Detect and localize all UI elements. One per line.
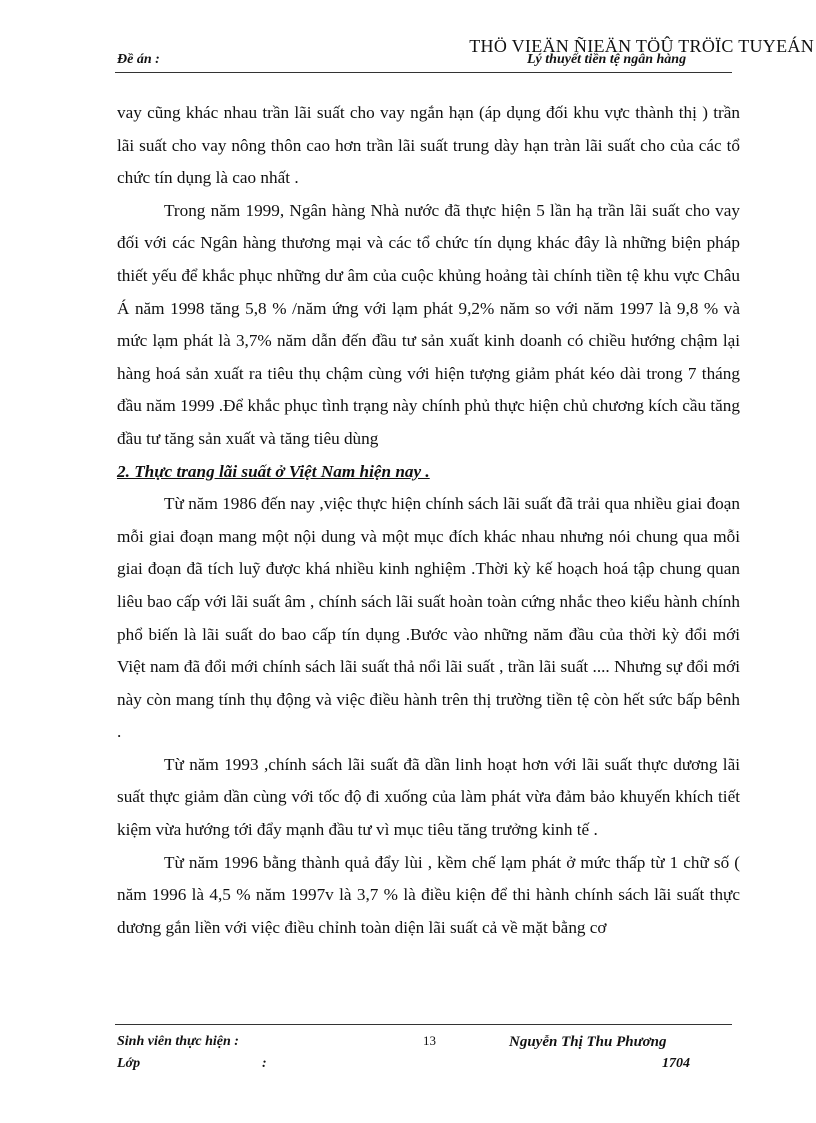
- paragraph: Từ năm 1993 ,chính sách lãi suất đã dần linh hoạt hơn với lãi suất thực dương lãi suất thực giảm dần cùng với tốc độ đi xuống của làm phát vừa đảm bảo khuyến khích tiết kiệm vừa hướng tới đẩy mạnh đầu tư vì mục tiêu tăng trưởng kinh tế .: [117, 754, 740, 840]
- paragraph: vay cũng khác nhau trần lãi suất cho vay ngắn hạn (áp dụng đối khu vực thành thị ) trần lãi suất cho vay nông thôn cao hơn trần lãi suất trung dày hạn tràn lãi suất cho của các tổ chức tín dụng là cao nhất .: [117, 103, 740, 188]
- page-number: 13: [423, 1033, 436, 1048]
- footer-author: Nguyễn Thị Thu Phương: [509, 1034, 667, 1050]
- footer-student-label: Sinh viên thực hiện :: [117, 1034, 239, 1049]
- paragraph: Từ năm 1996 bằng thành quả đẩy lùi , kềm chế lạm phát ở mức thấp từ 1 chữ số ( năm 1996 là 4,5 % năm 1997v là 3,7 % là điều kiện để thi hành chính sách lãi suất thực dương gắn liền với việc điều chỉnh toàn diện lãi suất cả về mặt bằng cơ: [117, 852, 740, 937]
- header-divider: [115, 72, 732, 73]
- section-heading: 2. Thực trang lãi suất ở Việt Nam hiện nay .: [117, 461, 430, 481]
- paragraph: Trong năm 1999, Ngân hàng Nhà nước đã thực hiện 5 lần hạ trần lãi suất cho vay đối với các Ngân hàng thương mại và các tổ chức tín dụng khác đây là những biện pháp thiết yếu để khắc phục những dư âm của cuộc khủng hoảng tài chính tiền tệ khu vực Châu Á năm 1998 tăng 5,8 % /năm ứng với lạm phát 9,2% năm so với năm 1997 là 9,8 % và mức lạm phát là 3,7% năm dẫn đến đầu tư sản xuất kinh doanh có chiều hướng chậm lại hàng hoá sản xuất ra tiêu thụ chậm cùng với hiện tượng giảm phát kéo dài trong 7 tháng đầu năm 1999 .Để khắc phục tình trạng này chính phủ thực hiện chủ chương kích cầu tăng đầu tư tăng sản xuất và tăng tiêu dùng: [117, 200, 740, 448]
- footer-class-colon: :: [262, 1056, 267, 1071]
- footer-class-label: Lớp: [117, 1056, 141, 1071]
- paragraph: Từ năm 1986 đến nay ,việc thực hiện chính sách lãi suất đã trải qua nhiều giai đoạn mỗi giai đoạn mang một nội dung và một mục đích khác nhau nhưng nói chung qua mỗi giai đoạn đã tích luỹ được khá nhiều kinh nghiệm .Thời kỳ kế hoạch hoá tập chung quan liêu bao cấp với lãi suất âm , chính sách lãi suất hoàn toàn cứng nhắc theo kiểu hành chính phổ biến là lãi suất do bao cấp tín dụng .Bước vào những năm đầu của thời kỳ đổi mới Việt nam đã đổi mới chính sách lãi suất thả nổi lãi suất , trần lãi suất .... Nhưng sự đổi mới này còn mang tính thụ động và việc điều hành trên thị trường tiền tệ còn hết sức bấp bênh .: [117, 494, 740, 742]
- header-watermark: THÖ VIEÄN ÑIEÄN TÖÛ TRÖÏC TUYEÁN: [469, 36, 814, 56]
- footer-class-value: 1704: [662, 1056, 690, 1071]
- footer-divider: [115, 1024, 732, 1025]
- header-left-title: Đề án :: [117, 52, 160, 67]
- header-right-title: Lý thuyết tiền tệ ngân hàng: [527, 52, 687, 67]
- document-body: [117, 97, 740, 944]
